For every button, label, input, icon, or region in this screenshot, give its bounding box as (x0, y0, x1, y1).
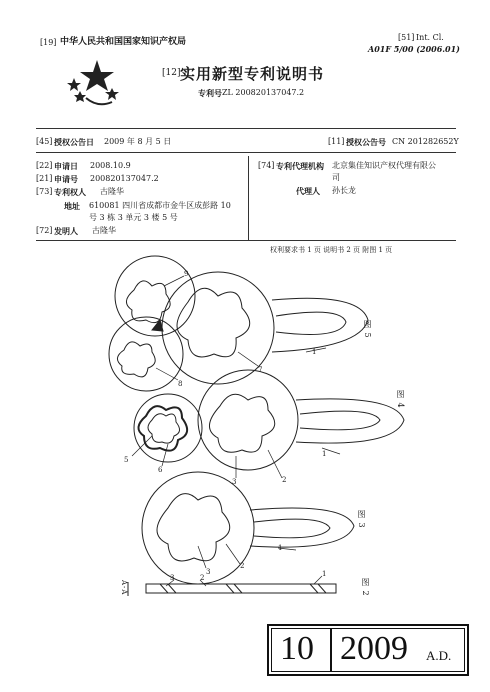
filing-date-label: 申请日 (54, 161, 78, 171)
ref-numeral: 1 (322, 570, 327, 578)
grant-no-code: [11] (328, 137, 345, 146)
office-code: [19] (40, 38, 57, 47)
section-label: A-A (120, 580, 128, 596)
pages-summary: 权利要求书 1 页 说明书 2 页 附图 1 页 (270, 246, 393, 254)
ref-numeral: 8 (178, 380, 183, 388)
issue-era: A.D. (426, 648, 452, 663)
grant-date-label: 授权公告日 (54, 137, 94, 147)
address-line-2: 号 3 栋 3 单元 3 楼 5 号 (89, 213, 178, 222)
ref-numeral: 3 (170, 574, 175, 582)
app-no: 200820137047.2 (90, 174, 159, 183)
agency-code: [74] (258, 161, 275, 170)
ref-numeral: 5 (124, 456, 129, 464)
patentee: 古隆华 (100, 187, 124, 196)
ref-numeral: 2 (200, 574, 205, 582)
figure-5-label: 图 5 (363, 320, 372, 339)
ref-numeral: 3 (206, 568, 211, 576)
ref-numeral: 1 (278, 544, 283, 552)
inventor-label: 发明人 (54, 226, 78, 236)
ref-numeral: 2 (240, 562, 245, 570)
address-label: 地址 (64, 201, 80, 211)
agent-label: 代理人 (296, 186, 320, 196)
address-line-1: 610081 四川省成都市金牛区成彭路 10 (89, 201, 231, 210)
filing-date-code: [22] (36, 161, 53, 170)
inventor: 古隆华 (92, 226, 116, 235)
grant-date: 2009 年 8 月 5 日 (104, 137, 172, 146)
patentee-code: [73] (36, 187, 53, 196)
ref-numeral: 2 (282, 476, 287, 484)
agency-line-2: 司 (332, 173, 340, 182)
app-no-label: 申请号 (54, 174, 78, 184)
patentee-label: 专利权人 (54, 187, 86, 197)
int-cl-code: [51] (398, 33, 415, 42)
ref-numeral: 6 (158, 466, 163, 474)
agency-label: 专利代理机构 (276, 161, 324, 171)
agent: 孙长龙 (332, 186, 356, 195)
patent-no: ZL 200820137047.2 (222, 88, 305, 97)
office-name: 中华人民共和国国家知识产权局 (60, 37, 187, 47)
grant-no: CN 201282652Y (392, 137, 459, 146)
figure-2-label: 图 2 (361, 578, 370, 597)
ref-numeral: 3 (232, 478, 237, 486)
issue-number: 10 (280, 630, 314, 667)
figure-3-tool (142, 472, 354, 584)
ref-numeral: 7 (258, 366, 263, 374)
figure-3-label: 图 3 (357, 510, 366, 529)
app-no-code: [21] (36, 174, 53, 183)
ref-numeral: 1 (322, 450, 327, 458)
inventor-code: [72] (36, 226, 53, 235)
grant-date-code: [45] (36, 137, 53, 146)
int-cl-value: A01F 5/00 (2006.01) (368, 44, 460, 54)
int-cl-label: Int. Cl. (416, 33, 444, 42)
agency-line-1: 北京集佳知识产权代理有限公 (332, 161, 436, 170)
filing-date: 2008.10.9 (90, 161, 131, 170)
issue-year: 2009 (340, 630, 408, 667)
leader-lines (132, 276, 340, 586)
patent-no-label: 专利号 (198, 88, 222, 98)
ref-numeral: 9 (184, 270, 189, 278)
ref-numeral: 1 (312, 348, 317, 356)
issue-stamp-divider (330, 628, 332, 672)
figure-4-tool (134, 370, 404, 470)
doc-type-title: 实用新型专利说明书 (180, 65, 325, 83)
figure-4-label: 图 4 (396, 390, 405, 409)
doc-type-code: [12] (162, 68, 181, 78)
grant-no-label: 授权公告号 (346, 137, 386, 147)
figure-2-section (128, 582, 336, 596)
